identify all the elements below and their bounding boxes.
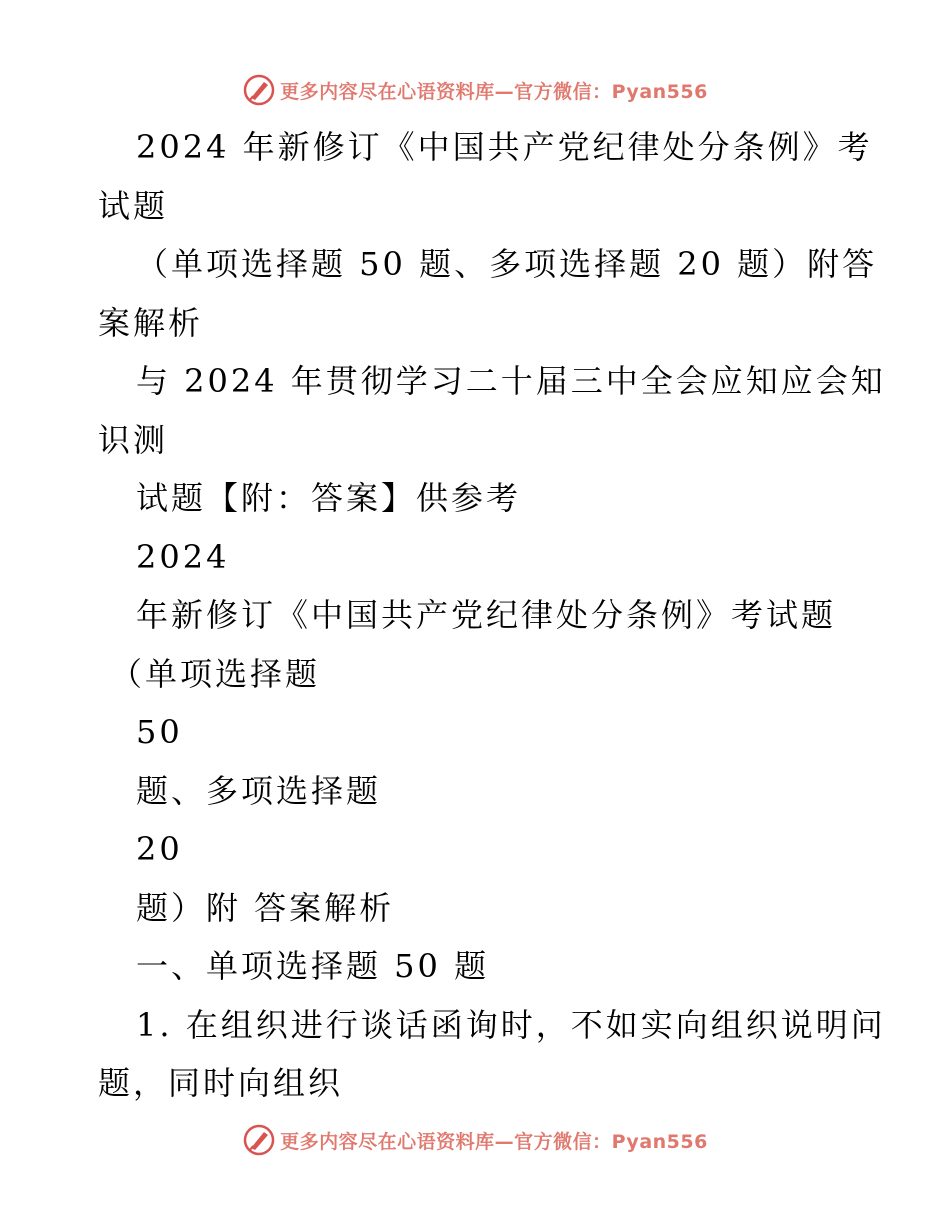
document-body [98, 118, 886, 1113]
header-watermark-banner [0, 70, 950, 110]
quill-pen-icon [242, 73, 276, 107]
text-line: 识测 [98, 420, 169, 459]
text-line: 一、单项选择题 50 题 [136, 947, 490, 985]
text-line: 题，同时向组织 [98, 1064, 344, 1102]
text-line: 题、多项选择题 [136, 771, 382, 810]
text-line: （单项选择题 50 题、多项选择题 20 题）附答 [136, 245, 878, 283]
text-line: 试题 [98, 186, 169, 225]
quill-pen-icon [242, 1123, 276, 1157]
text-line: 案解析 [98, 303, 204, 342]
text-line: 2024 [136, 537, 230, 576]
watermark-text: 更多内容尽在心语资料库—官方微信：Pyan556 [280, 1130, 708, 1153]
text-line: 与 2024 年贯彻学习二十届三中全会应知应会知 [136, 362, 886, 400]
text-line: 20 [136, 830, 183, 868]
footer-watermark-banner [0, 1120, 950, 1160]
text-line: 2024 年新修订《中国共产党纪律处分条例》考 [136, 128, 873, 166]
text-line: 1. 在组织进行谈话函询时，不如实向组织说明问 [136, 1005, 886, 1044]
text-line: 50 [136, 713, 183, 751]
text-line: 试题【附：答案】供参考 [136, 479, 522, 517]
text-line: （单项选择题 [110, 654, 321, 693]
watermark-text: 更多内容尽在心语资料库—官方微信：Pyan556 [280, 80, 708, 103]
text-line: 年新修订《中国共产党纪律处分条例》考试题 [136, 596, 837, 634]
text-line: 题）附 答案解析 [136, 888, 395, 927]
